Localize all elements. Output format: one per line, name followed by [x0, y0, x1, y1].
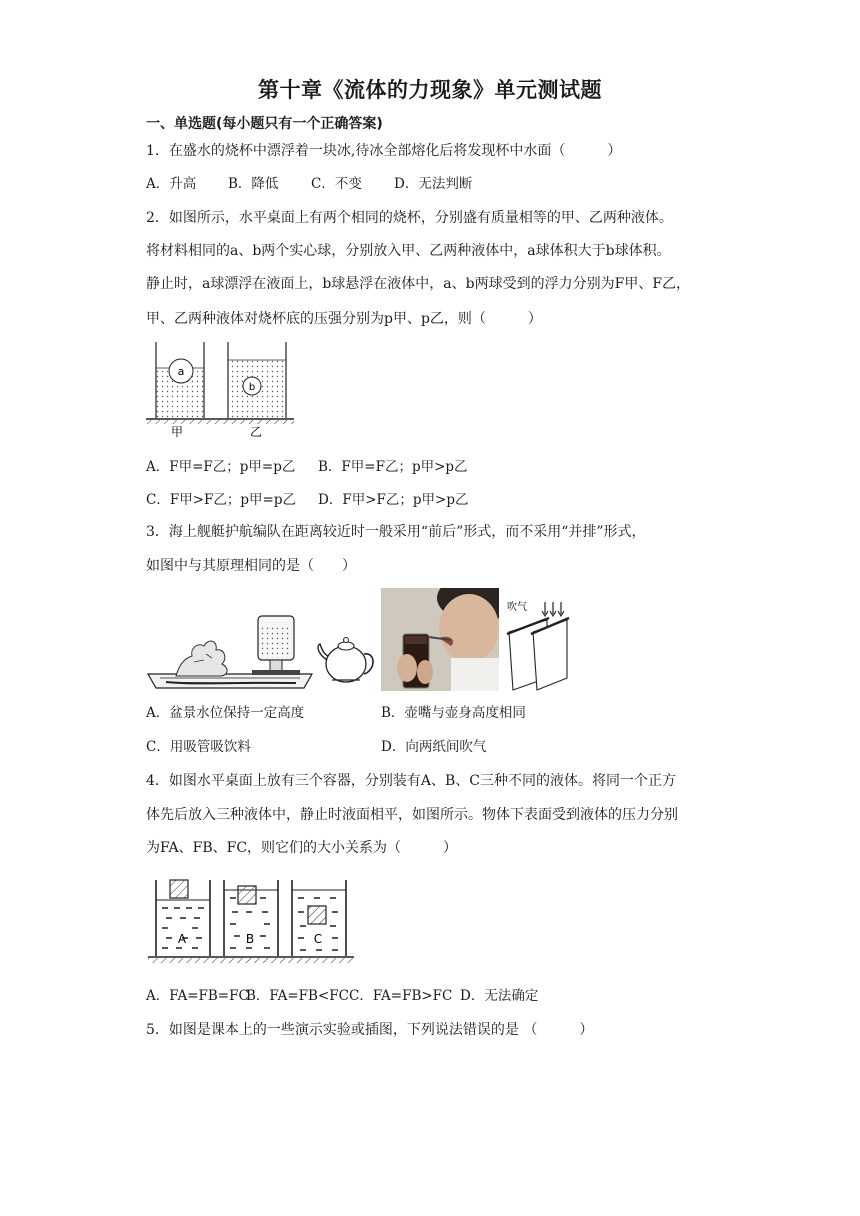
q4-containers-figure [146, 876, 356, 968]
container-b [224, 880, 278, 956]
q4-option-a: A．FA=FB=FC [146, 988, 249, 1004]
q4-option-c: C．FA=FB>FC [349, 988, 453, 1004]
q3-option-c: C．用吸管吸饮料 [146, 739, 251, 755]
q4-option-d: D．无法确定 [460, 988, 539, 1004]
container-c-label: C [313, 932, 323, 946]
q2-beakers-figure [146, 340, 296, 440]
container-b-label: B [245, 932, 255, 946]
ball-a-label: a [177, 365, 185, 378]
q4-line-3: 为FA、FB、FC，则它们的大小关系为（ ） [146, 840, 458, 856]
teapot-figure [314, 628, 380, 690]
blowing-paper-figure [503, 598, 575, 694]
q3-option-a: A．盆景水位保持一定高度 [146, 705, 305, 721]
q1-option-c: C．不变 [311, 176, 362, 192]
q3-option-d: D．向两纸间吹气 [381, 739, 487, 755]
q2-line-4: 甲、乙两种液体对烧杯底的压强分别为p甲、p乙，则（ ） [146, 311, 542, 327]
section-heading: 一、单选题(每小题只有一个正确答案) [146, 116, 383, 132]
page-title: 第十章《流体的力现象》单元测试题 [258, 78, 602, 102]
blow-air-label: 吹气 [507, 602, 527, 613]
straw-drinking-photo [381, 588, 499, 691]
q2-option-a: A．F甲=F乙；p甲=p乙 [146, 459, 296, 475]
container-a [156, 880, 210, 956]
q1-option-d: D．无法判断 [394, 176, 473, 192]
beaker-left-label: 甲 [170, 425, 184, 439]
q3-line-2: 如图中与其原理相同的是（ ） [146, 558, 356, 574]
ball-b-label: b [248, 382, 256, 393]
q2-option-b: B．F甲=F乙；p甲>p乙 [318, 459, 468, 475]
q3-line-1: 3．海上舰艇护航编队在距离较近时一般采用“前后”形式，而不采用“并排”形式， [146, 524, 646, 540]
q1-text: 1．在盛水的烧杯中漂浮着一块冰,待冰全部熔化后将发现杯中水面（ ） [146, 143, 622, 159]
q2-line-3: 静止时，a球漂浮在液面上，b球悬浮在液体中，a、b两球受到的浮力分别为F甲、F乙， [146, 276, 691, 292]
container-a-label: A [177, 932, 187, 946]
q4-option-b: B．FA=FB<FC [246, 988, 349, 1004]
q1-option-b: B．降低 [228, 176, 279, 192]
q2-line-1: 2．如图所示，水平桌面上有两个相同的烧杯，分别盛有质量相等的甲、乙两种液体。 [146, 210, 673, 226]
q2-line-2: 将材料相同的a、b两个实心球，分别放入甲、乙两种液体中，a球体积大于b球体积。 [146, 243, 671, 259]
bonsai-water-figure [146, 612, 314, 694]
q3-option-b: B．壶嘴与壶身高度相同 [381, 705, 526, 721]
beaker-right-label: 乙 [249, 425, 263, 439]
q4-line-2: 体先后放入三种液体中，静止时液面相平，如图所示。物体下表面受到液体的压力分别 [146, 807, 678, 823]
q2-option-c: C．F甲>F乙；p甲=p乙 [146, 492, 296, 508]
q2-option-d: D．F甲>F乙；p甲>p乙 [318, 492, 469, 508]
q1-option-a: A．升高 [146, 176, 197, 192]
container-c [292, 880, 346, 956]
q5-text: 5．如图是课本上的一些演示实验或插图，下列说法错误的是 （ ） [146, 1022, 594, 1038]
q4-line-1: 4．如图水平桌面上放有三个容器，分别装有A、B、C三种不同的液体。将同一个正方 [146, 773, 677, 789]
